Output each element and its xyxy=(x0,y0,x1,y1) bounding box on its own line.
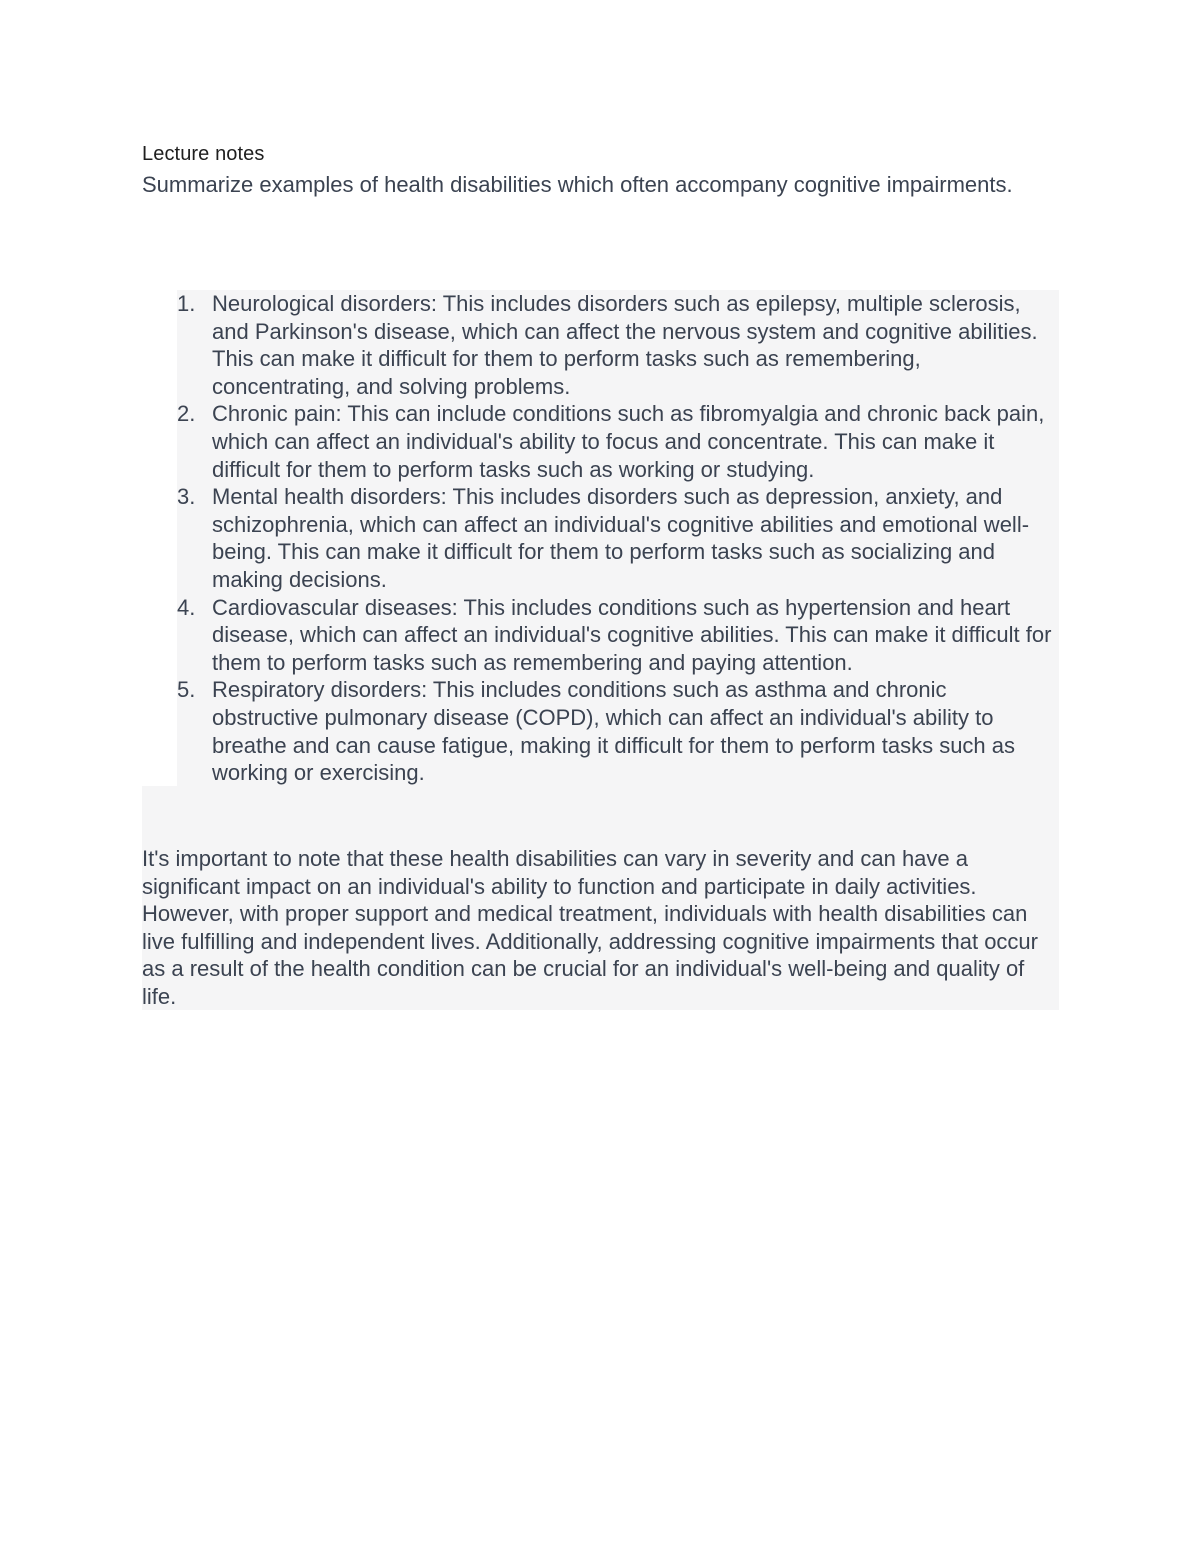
closing-paragraph: It's important to note that these health disabilities can vary in severity and can have a significant impact on an individual's ability to function and participate in daily activities. However, with proper support and medical treatment, individuals with health disabilities can live fulfilling and independent lives. Additionally, addressing cognitive impairments that occur as a result of the health condition can be crucial for an individual's well-being and quality of life. xyxy=(142,846,1038,1009)
list-item-text: Respiratory disorders: This includes conditions such as asthma and chronic obstructive pulmonary disease (COPD), which can affect an individual's ability to breathe and can cause fatigue, making it difficult for them to perform tasks such as working or exercising. xyxy=(212,677,1016,786)
document-label: Lecture notes xyxy=(142,143,265,165)
list-item-number: 3. xyxy=(177,484,196,510)
list-item-number: 1. xyxy=(177,291,196,316)
list-item-mental-health xyxy=(177,483,1057,593)
list-item-text: Chronic pain: This can include conditions such as fibromyalgia and chronic back pain, which can affect an individual's ability to focus and concentrate. This can make it difficult for them to perform tasks such as working or studying. xyxy=(212,401,1045,482)
list-item-chronic-pain xyxy=(177,400,1057,483)
list-item-number: 5. xyxy=(177,677,196,703)
list-item-text: Cardiovascular diseases: This includes conditions such as hypertension and heart disease, which can affect an individual's cognitive abilities. This can make it difficult for them to perform tasks such as remembering and paying attention. xyxy=(212,594,1052,675)
list-item-text: Neurological disorders: This includes disorders such as epilepsy, multiple sclerosis, and Parkinson's disease, which can affect the nervous system and cognitive abilities. This can make it difficult for them to perform tasks such as remembering, concentrating, and solving problems. xyxy=(212,291,1038,399)
list-item-number: 2. xyxy=(177,401,196,427)
disabilities-list xyxy=(177,290,1057,787)
list-item-text: Mental health disorders: This includes disorders such as depression, anxiety, and schizophrenia, which can affect an individual's cognitive abilities and emotional well-being. This can make it difficult for them to perform tasks such as socializing and making decisions. xyxy=(212,484,1030,592)
list-item-respiratory xyxy=(177,676,1057,786)
list-item-number: 4. xyxy=(177,594,196,620)
question-heading: Summarize examples of health disabilities which often accompany cognitive impairments. xyxy=(142,172,1013,197)
list-item-neurological xyxy=(177,290,1057,400)
answer-block xyxy=(142,290,1059,1010)
list-item-cardiovascular xyxy=(177,594,1057,677)
